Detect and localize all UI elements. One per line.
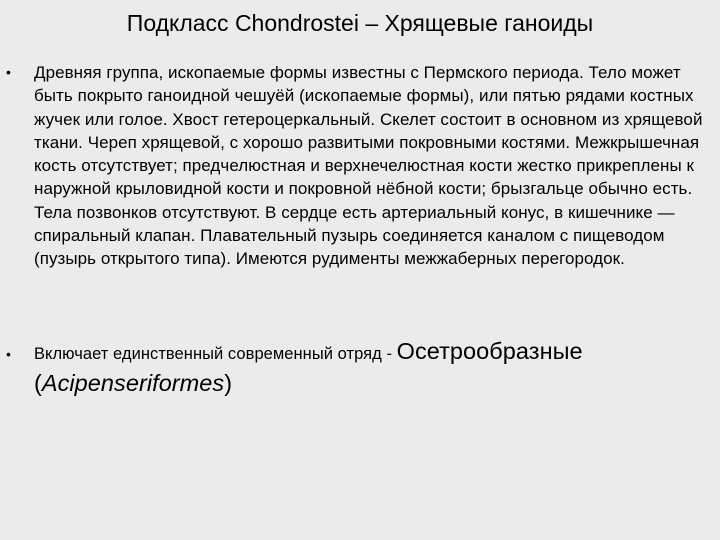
order-name: Осетрообразные <box>396 338 583 364</box>
latin-name: Acipenseriformes <box>41 370 225 396</box>
open-paren: ( <box>34 370 42 396</box>
bullet-marker: • <box>6 346 11 362</box>
slide-title: Подкласс Chondrostei – Хрящевые ганоиды <box>126 10 594 36</box>
bullet-text-description: Древняя группа, ископаемые формы известны с Пермского периода. Тело может быть покрыто ганоидной чешуёй (ископаемые формы), или пятью рядами костных жучек или голое. Хвост гетероцеркальный. Скелет состоит в основном из хрящевой ткани. Череп хрящевой, с хорошо развитыми покровными костями. Межкрышечная кость отсутствует; предчелюстная и верхнечелюстная кости жестко прикреплены к наружной крыловидной кости и покровной нёбной кости; брызгальце обычно есть. Тела позвонков отсутствуют. В сердце есть артериальный конус, в кишечнике — спиральный клапан. Плавательный пузырь соединяется каналом с пищеводом (пузырь открытого типа). Имеются рудименты межжаберных перегородок. <box>34 63 703 269</box>
order-prefix: Включает единственный современный отряд - <box>34 345 397 363</box>
close-paren: ) <box>224 370 233 396</box>
bullet-marker: • <box>6 64 11 80</box>
bullet-text-order <box>34 337 712 400</box>
